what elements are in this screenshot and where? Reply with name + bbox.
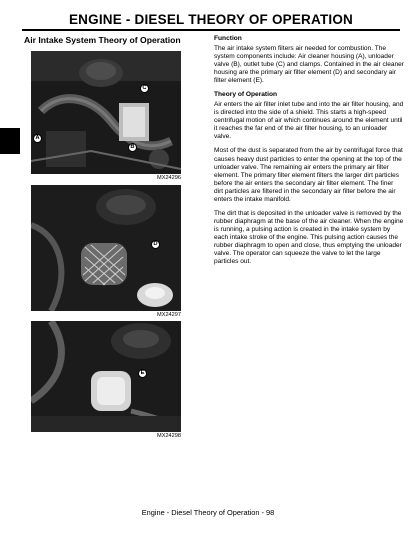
page-title: ENGINE - DIESEL THEORY OF OPERATION bbox=[68, 12, 354, 27]
theory-paragraph-1: Air enters the air filter inlet tube and into the air filter housing, and is directed into the side of a shield. This starts a high-speed centrifugal motion of air which continues around the element until it reaches the far end of the air filter housing, to an unloader valve. bbox=[214, 101, 404, 141]
figure-primary-filter-element bbox=[31, 185, 181, 311]
callout-d: D bbox=[151, 240, 160, 249]
callout-e: E bbox=[138, 369, 147, 378]
page-footer: Engine - Diesel Theory of Operation - 98 bbox=[141, 508, 275, 517]
engine-photo-3 bbox=[31, 321, 181, 432]
engine-photo-2 bbox=[31, 185, 181, 311]
header-divider bbox=[22, 29, 400, 31]
function-heading: Function bbox=[214, 35, 242, 42]
callout-b: B bbox=[128, 143, 137, 152]
callout-c: C bbox=[140, 84, 149, 93]
engine-photo-1 bbox=[31, 51, 181, 174]
callout-a: A bbox=[33, 134, 42, 143]
text-column bbox=[214, 35, 404, 272]
figure-secondary-filter-element bbox=[31, 321, 181, 432]
figure-label: MX24298 bbox=[157, 433, 181, 439]
theory-heading: Theory of Operation bbox=[214, 91, 278, 99]
function-paragraph: The air intake system filters air needed for combustion. The system components include: Air cleaner housing (A), unloader valve (B), outlet tube (C) and clamps. Contained in the air cleaner housing are the primary air filter element (D) and secondary air filter element (E). bbox=[214, 45, 404, 85]
figure-label: MX24296 bbox=[157, 175, 181, 181]
figure-label: MX24297 bbox=[157, 312, 181, 318]
section-title: Air Intake System Theory of Operation bbox=[24, 35, 181, 45]
figure-air-cleaner-housing bbox=[31, 51, 181, 174]
section-tab-marker bbox=[0, 128, 20, 154]
theory-paragraph-2: Most of the dust is separated from the air by centrifugal force that causes heavy dust particles to enter the opening at the top of the unloader valve. The remaining air enters the primary air filter element. The primary filter element filters the larger dirt particles before the air enters the secondary air filter element. The finer dirt particles are filtered in the secondary air filter before the air enters the intake manifold. bbox=[214, 147, 403, 203]
theory-paragraph-3: The dirt that is deposited in the unloader valve is removed by the rubber diaphragm at the base of the air cleaner. When the engine is running, a pulsing action is created in the intake system by each intake stroke of the engine. This pulsing action causes the rubber diaphragm to open and close, thus emptying the unloader valve. The operator can squeeze the valve to let the large particles out. bbox=[214, 209, 404, 266]
